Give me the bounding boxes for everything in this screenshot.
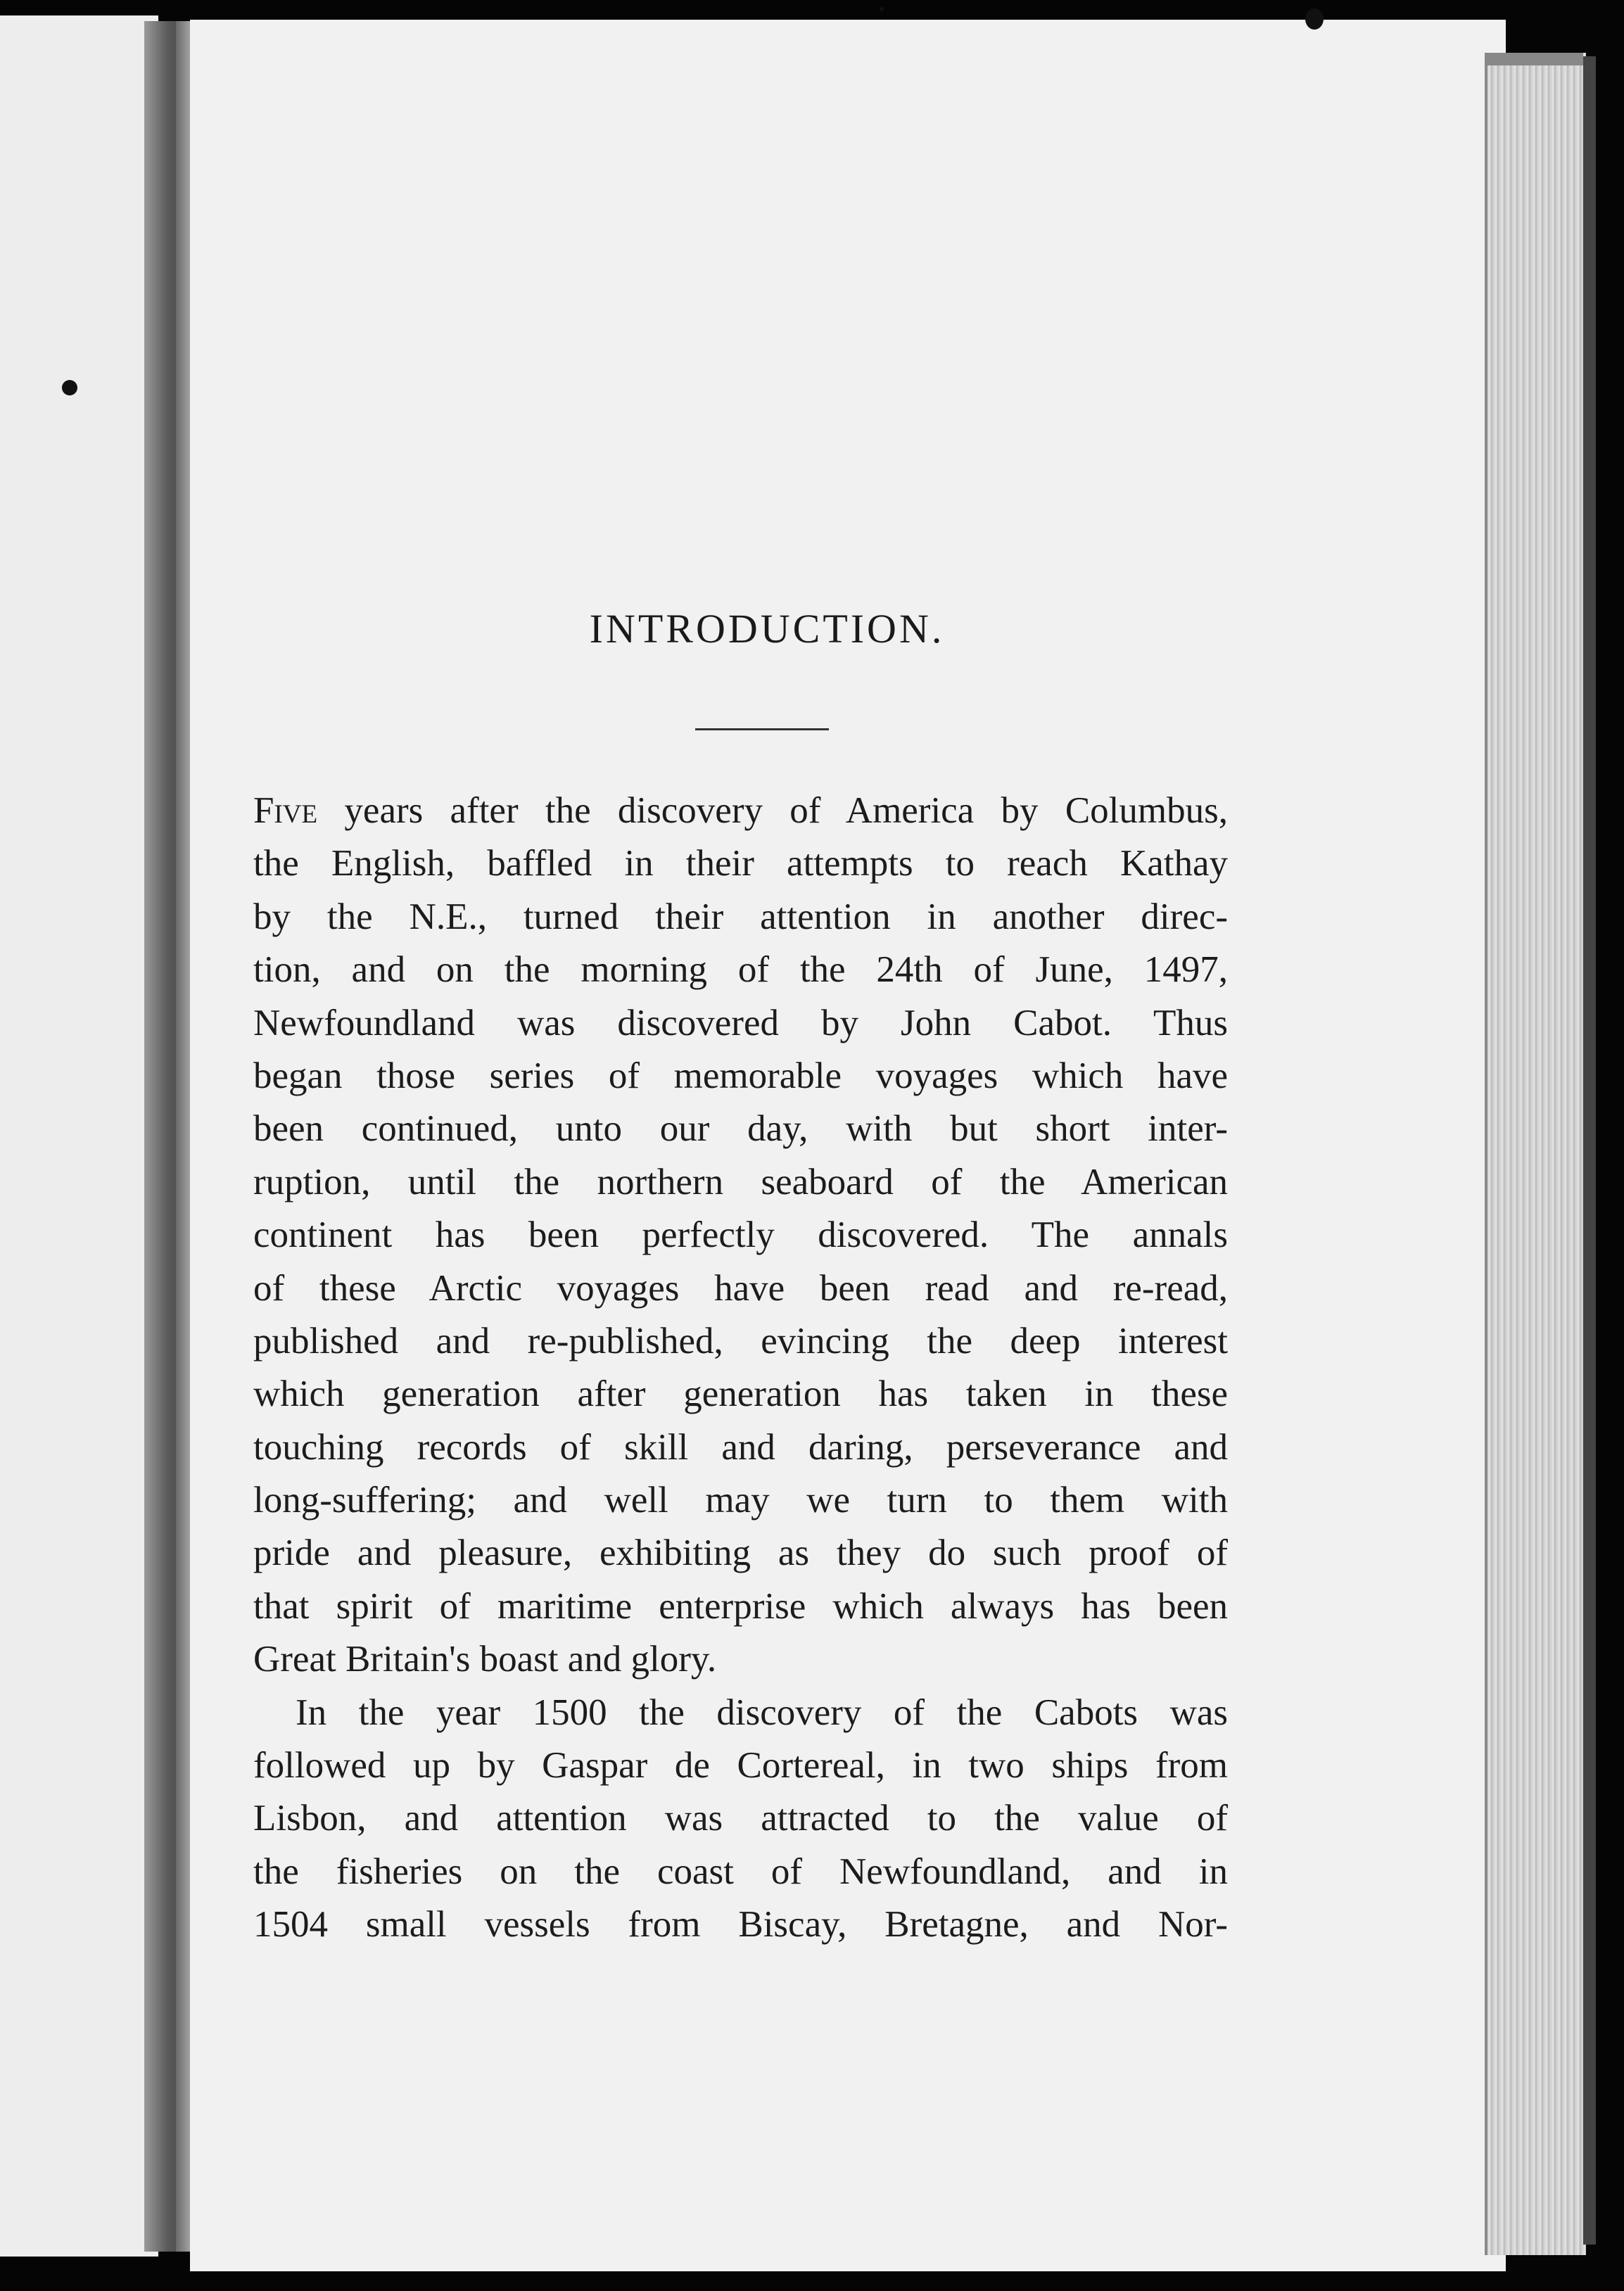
text-line: In the year 1500 the discovery of the Cabots was	[296, 1692, 1228, 1733]
text-line: began those series of memorable voyages which have	[253, 1055, 1228, 1096]
page-stack-edge	[1485, 53, 1586, 2255]
text-line: long-suffering; and well may we turn to them with	[253, 1480, 1228, 1521]
heading-rule	[695, 728, 829, 730]
text-line: published and re-published, evincing the deep interest	[253, 1320, 1228, 1362]
page-stack-top	[1485, 53, 1583, 65]
text-line: continent has been perfectly discovered. The annals	[253, 1214, 1228, 1256]
text-line: of these Arctic voyages have been read and re-read,	[253, 1267, 1228, 1309]
text-line: by the N.E., turned their attention in another direc-	[253, 896, 1228, 937]
text-line: the English, baffled in their attempts to reach Kathay	[253, 843, 1228, 884]
dust-speck	[880, 7, 884, 11]
dust-speck	[1305, 8, 1324, 30]
text-line: Lisbon, and attention was attracted to the value of	[253, 1798, 1228, 1839]
page-stack-shadow	[1583, 56, 1596, 2245]
left-page	[0, 15, 158, 2257]
paragraph-1	[253, 785, 1228, 1687]
text-line: followed up by Gaspar de Cortereal, in two ships from	[253, 1745, 1228, 1787]
text-line: tion, and on the morning of the 24th of June, 1497,	[253, 949, 1228, 991]
paragraph-2	[253, 1687, 1228, 1952]
text-line: pride and pleasure, exhibiting as they do such proof of	[253, 1532, 1228, 1574]
text-line: the fisheries on the coast of Newfoundland, and in	[253, 1851, 1228, 1892]
body-text	[253, 785, 1228, 1952]
text-line: Five years after the discovery of America by Columbus,	[253, 790, 1228, 831]
binding-hole	[62, 380, 77, 395]
text-line: Newfoundland was discovered by John Cabot. Thus	[253, 1002, 1228, 1043]
text-line: been continued, unto our day, with but short inter-	[253, 1108, 1228, 1150]
text-line: which generation after generation has taken in these	[253, 1373, 1228, 1415]
text-line: that spirit of maritime enterprise which always has been	[253, 1585, 1228, 1627]
text-line: 1504 small vessels from Biscay, Bretagne, and Nor-	[253, 1904, 1228, 1946]
dropcap-word: Five	[253, 790, 318, 831]
text-line: ruption, until the northern seaboard of the American	[253, 1161, 1228, 1202]
page-heading: INTRODUCTION.	[589, 606, 945, 652]
text-line: Great Britain's boast and glory.	[253, 1639, 717, 1680]
text-line: touching records of skill and daring, perseverance and	[253, 1426, 1228, 1468]
